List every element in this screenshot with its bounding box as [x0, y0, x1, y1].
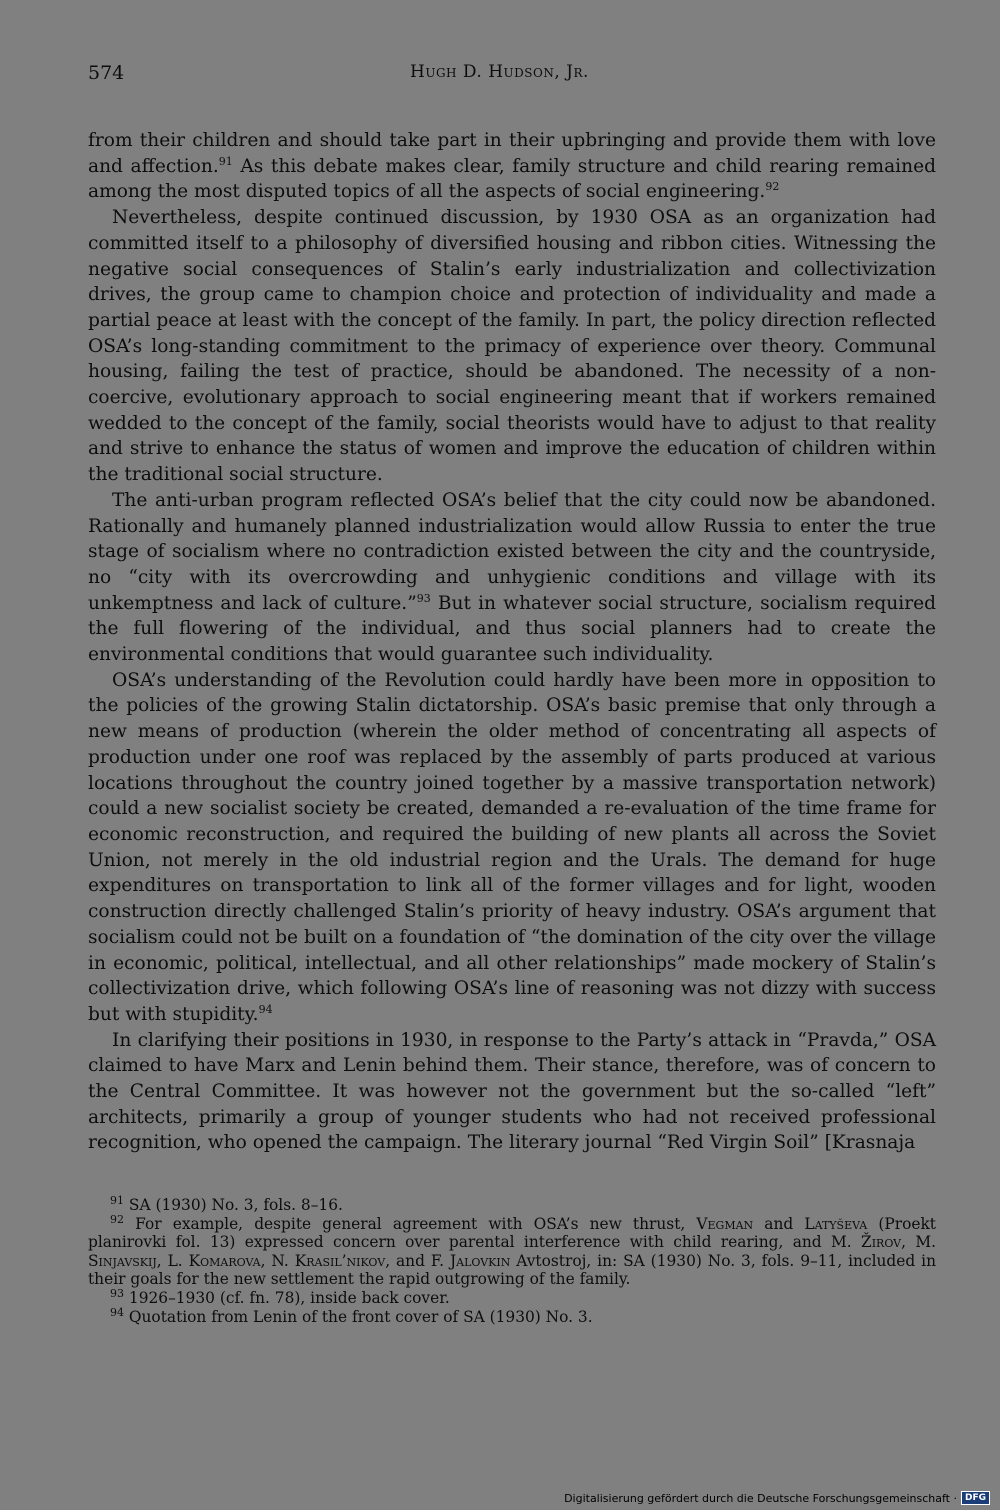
footnote-text: , and F.	[385, 1251, 450, 1270]
running-head: Hugh D. Hudson, Jr.	[410, 62, 589, 82]
footnote	[88, 1193, 936, 1215]
text-segment: As this debate makes clear, family structure and child rearing remained among the most disputed topics of all the aspects of social engineering.	[88, 155, 936, 203]
text-segment: OSA’s understanding of the Revolution could hardly have been more in opposition to the policies of the growing Stalin dictatorship. OSA’s basic premise that only through a new means of production (wherein the older method of concentrating all aspects of production under one roof was replaced by the assembly of parts produced at various locations throughout the country joined together by a massive transportation network) could a new socialist society be created, demanded a re-evaluation of the time frame for economic reconstruction, and required the building of new plants all across the Soviet Union, not merely in the old industrial region and the Urals. The demand for huge expenditures on transportation to link all of the former villages and for light, wooden construction directly challenged Stalin’s priority of heavy industry. OSA’s argument that socialism could not be built on a foundation of “the domination of the city over the village in economic, political, intellectual, and all other relationships” made mockery of Stalin’s collectivization drive, which following OSA’s line of reasoning was not dizzy with success but with stupidity.	[88, 669, 936, 1025]
notice-text: Digitalisierung gefördert durch die Deutsche Forschungsgemeinschaft ·	[564, 1491, 957, 1505]
body-text	[88, 128, 936, 1156]
footnote-ref: 93	[416, 591, 431, 605]
footnote-number: 94	[110, 1305, 124, 1319]
author-name: Sinjavskij	[88, 1251, 157, 1270]
footnote-text: SA (1930) No. 3, fols. 8–16.	[128, 1196, 343, 1214]
text-segment: Nevertheless, despite continued discussion, by 1930 OSA as an organization had committed itself to a philosophy of diversified housing and ribbon cities. Witnessing the negative social consequences of Stalin’s early industrialization and collectivization drives, the group came to champion choice and protection of individuality and made a partial peace at least with the concept of the family. In part, the policy direction reflected OSA’s long-standing commitment to the primacy of experience over theory. Communal housing, failing the test of practice, should be abandoned. The necessity of a non-coercive, evolutionary approach to social engineering meant that if workers remained wedded to the concept of the family, social theorists would have to adjust to that reality and strive to enhance the status of women and improve the education of children within the traditional social structure.	[88, 207, 936, 486]
paragraph	[88, 488, 936, 668]
author-name: Jalovkin	[449, 1251, 511, 1270]
author-name: Vegman	[696, 1214, 754, 1233]
paragraph	[88, 128, 936, 205]
text-segment: But in whatever social structure, socialism required the full flowering of the individual, and thus social planners had to create the environmental conditions that would guarantee such individuality.	[88, 592, 936, 666]
footnote-number: 91	[110, 1193, 124, 1207]
footnote	[88, 1305, 936, 1327]
footnote-text: and	[753, 1214, 805, 1233]
paragraph	[88, 205, 936, 488]
paragraph	[88, 668, 936, 1028]
footnote-number: 93	[110, 1286, 124, 1300]
dfg-logo-icon: DFG	[961, 1491, 990, 1505]
footnote-text: Quotation from Lenin of the front cover of SA (1930) No. 3.	[128, 1307, 593, 1326]
footnotes	[88, 1193, 937, 1326]
text-segment: The anti-urban program reflected OSA’s belief that the city could now be abandoned. Rationally and humanely planned industrialization would allow Russia to enter the true stage of socialism where no contradiction existed between the city and the countryside, no “city with its overcrowding and unhygienic conditions and village with its unkemptness and lack of culture.”	[88, 489, 936, 614]
digitization-notice	[564, 1491, 990, 1505]
paragraph	[88, 1028, 936, 1157]
footnote-ref: 94	[258, 1002, 273, 1016]
footnote-number: 92	[110, 1212, 124, 1226]
footnote	[88, 1212, 937, 1289]
author-name: Komarova	[188, 1251, 261, 1270]
page-number: 574	[88, 62, 125, 84]
footnote-text: Avtostroj, in: SA (1930) No. 3, fols. 9–11, included in their goals for the new settlement the rapid outgrowing of the family.	[88, 1251, 936, 1289]
author-name: Krasil’nikov	[294, 1251, 386, 1270]
footnote-ref: 92	[765, 180, 780, 194]
footnote-ref: 91	[218, 154, 233, 168]
footnote-text: , M.	[901, 1233, 937, 1252]
text-segment: In clarifying their positions in 1930, in response to the Party’s attack in “Pravda,” OSA claimed to have Marx and Lenin behind them. Their stance, therefore, was of concern to the Central Committee. It was however not the government but the so-called “left” architects, primarily a group of younger students who had not received professional recognition, who opened the campaign. The literary journal “Red Virgin Soil” [Krasnaja	[88, 1029, 936, 1154]
footnote-text: 1926–1930 (cf. fn. 78), inside back cover.	[128, 1288, 450, 1307]
footnote-text: For example, despite general agreement with OSA’s new thrust,	[135, 1214, 697, 1233]
footnote	[88, 1286, 936, 1308]
footnote-text: (Proekt planirovki fol. 13) expressed concern over parental interference with child rearing, and M.	[88, 1214, 936, 1252]
text-segment: from their children and should take part in their upbringing and provide them with love and affection.	[88, 130, 936, 177]
footnote-text: , N.	[260, 1251, 295, 1270]
footnote-text: , L.	[156, 1251, 189, 1270]
author-name: Latyševa	[804, 1214, 868, 1233]
author-name: Žirov	[861, 1233, 902, 1252]
